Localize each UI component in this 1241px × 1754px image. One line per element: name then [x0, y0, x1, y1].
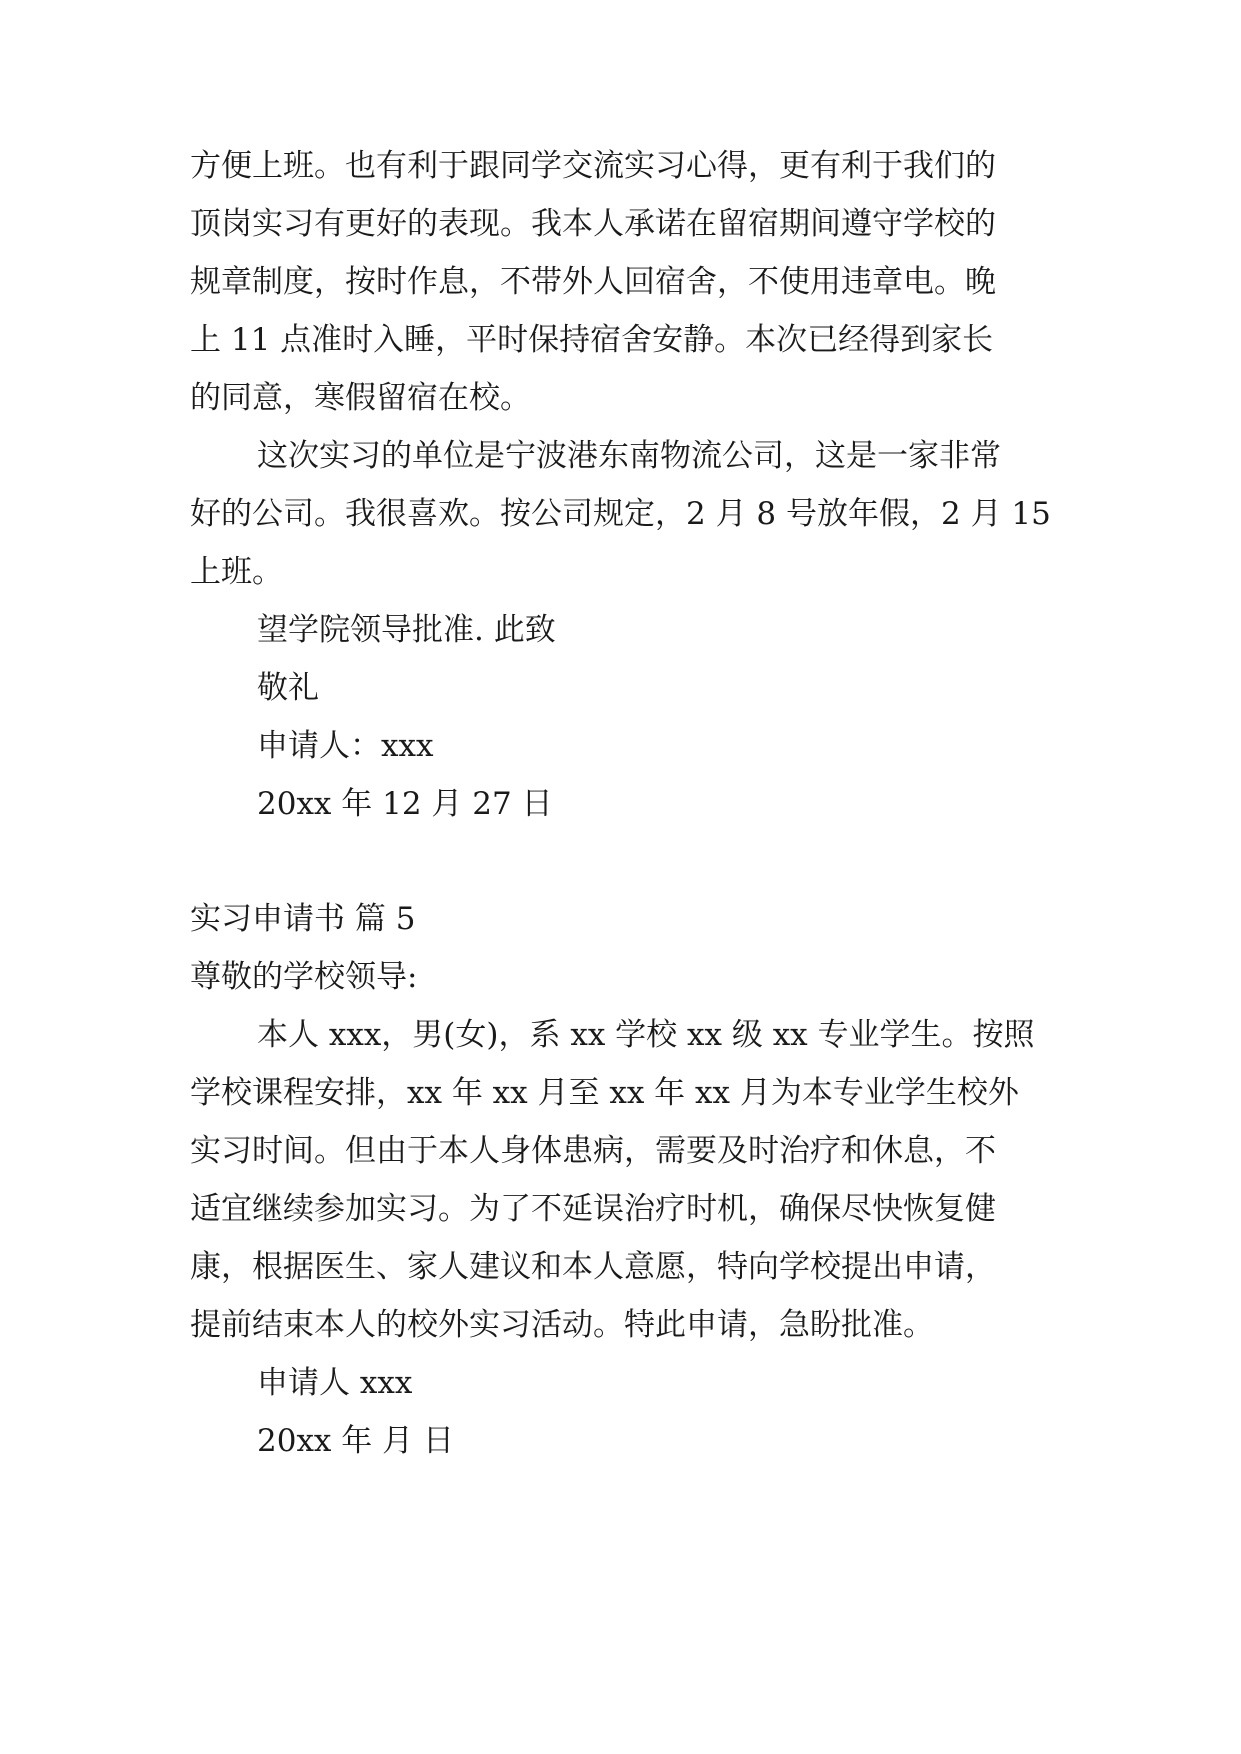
- body-line: 提前结束本人的校外实习活动。特此申请，急盼批准。: [190, 1307, 934, 1343]
- applicant-signature: 申请人 xxx: [257, 1365, 413, 1401]
- body-line: 上班。: [190, 554, 283, 590]
- body-line: 学校课程安排，xx 年 xx 月至 xx 年 xx 月为本专业学生校外: [190, 1075, 1019, 1111]
- application-date: 20xx 年 12 月 27 日: [257, 786, 553, 822]
- body-line: 的同意，寒假留宿在校。: [190, 380, 531, 416]
- greeting: 尊敬的学校领导:: [190, 959, 418, 995]
- body-line: 规章制度，按时作息，不带外人回宿舍，不使用违章电。晚: [190, 264, 996, 300]
- closing-text: 望学院领导批准. 此致: [257, 612, 556, 648]
- body-line: 上 11 点准时入睡，平时保持宿舍安静。本次已经得到家长: [190, 322, 994, 358]
- body-line: 康，根据医生、家人建议和本人意愿，特向学校提出申请，: [190, 1249, 996, 1285]
- body-line: 这次实习的单位是宁波港东南物流公司，这是一家非常: [257, 438, 1001, 474]
- body-line: 适宜继续参加实习。为了不延误治疗时机，确保尽快恢复健: [190, 1191, 996, 1227]
- body-line: 实习时间。但由于本人身体患病，需要及时治疗和休息，不: [190, 1133, 996, 1169]
- body-line: 本人 xxx，男(女)，系 xx 学校 xx 级 xx 专业学生。按照: [257, 1017, 1035, 1053]
- body-line: 方便上班。也有利于跟同学交流实习心得，更有利于我们的: [190, 148, 996, 184]
- application-date: 20xx 年 月 日: [257, 1423, 454, 1459]
- body-line: 顶岗实习有更好的表现。我本人承诺在留宿期间遵守学校的: [190, 206, 996, 242]
- section-title: 实习申请书 篇 5: [190, 901, 416, 937]
- applicant-signature: 申请人：xxx: [257, 728, 434, 764]
- body-line: 好的公司。我很喜欢。按公司规定，2 月 8 号放年假，2 月 15: [190, 496, 1051, 532]
- salute-text: 敬礼: [257, 670, 319, 706]
